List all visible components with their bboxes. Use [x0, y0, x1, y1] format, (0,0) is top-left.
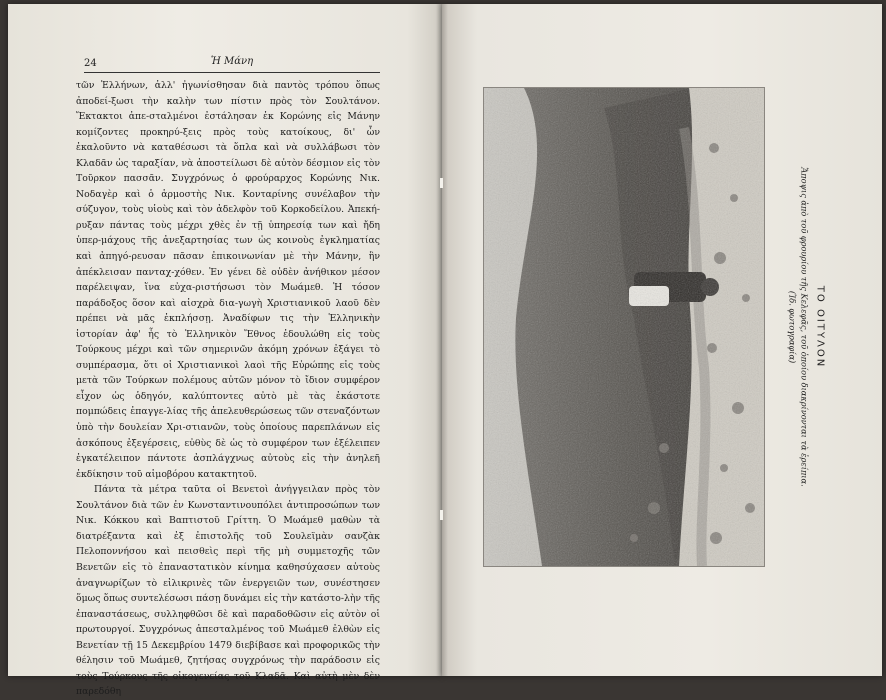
page-header — [84, 56, 380, 73]
running-head: Ἡ Μάνη — [210, 56, 254, 67]
binding-stitch — [440, 178, 443, 188]
paragraph: τῶν Ἑλλήνων, ἀλλ' ἠγωνίσθησαν διὰ παντὸς τρόπου ὅπως ἀποδεί-ξωσι τὴν καλὴν των πίστιν πρὸς τὸν Σουλτάνον. Ἔκτακτοι ἀπε-σταλμένοι ἐστάλησαν ἐκ Κορώνης εἰς Μάνην κομίζοντες προκηρύ-ξεις πρὸς τοὺς κατοίκους, δι' ὧν ἐκαλοῦντο νὰ καταθέσωσι τὰ ὅπλα καὶ νὰ συλλάβωσι τὸν Κλαδᾶν ὡς ταραξίαν, νὰ ἀποστείλωσι δὲ αὐτὸν δέσμιον εἰς τὸν Τοῦρκον πασσᾶν. Συγχρόνως ὁ φρούραρχος Κορώνης Νικ. Νοδαγὲρ καὶ ὁ ἁρμοστὴς Νικ. Κονταρίνης συνέλαβον τὴν σύζυγον, τοὺς υἱοὺς καὶ τὸν ἀδελφὸν τοῦ Κορκοδείλου. Ἀπεκή-ρυξαν πάντας τοὺς μέχρι χθὲς ἐν τῇ ὑπηρεσίᾳ των καὶ ἤδη ὑπερ-μάχους τῆς ἀνεξαρτησίας των ὡς κοινοὺς ἐγκληματίας καὶ ἀπηγό-ρευσαν πᾶσαν ἐπικοινωνίαν μὲ τὴν Μάνην, ἣν ἀπέκλεισαν πανταχ-χόθεν. Ἐν γένει δὲ οὐδὲν ἀνήθικον μέσον παρέλειψαν, ἵνα εὐχα-ριστήσωσι τὸν Μωάμεθ. Ἡ τόσον παράδοξος ὅσον καὶ αἰσχρὰ δια-γωγὴ Χριστιανικοῦ λαοῦ δὲν πρέπει νὰ μᾶς ἐκπλήσσῃ. Ἀναδίφων τις τὴν Ἑλληνικὴν ἱστορίαν ἀφ' ἧς τὸ Ἑλληνικὸν Ἔθνος ἐδουλώθη εἰς τοὺς Τούρκους μέχρι καὶ τῶν σημερινῶν ἀκόμη χρόνων ἐξάγει τὸ συμπέρασμα, ὅτι οἱ Χριστιανικοὶ λαοὶ τῆς Εὐρώπης εἰς τοὺς μετὰ τῶν Τούρκων πολέμους αὐτῶν μόνον τὸ ἴδιον συμφέρον εἶχον ὡς ὁδηγόν, καλύπτοντες αὐτὸ μὲ τὰς ἑκάστοτε πομπώδεις ἐπαγγε-λίας τῆς ἀπελευθερώσεως τῶν στεναζόντων ὑπὸ τὴν δουλείαν Χρι-στιανῶν, τοὺς ὁποίους παρεπλάνων εἰς ἀσκόπους ἐξεγέρσεις, εὐθὺς δὲ ὡς τὸ συμφέρον των ἐξέλειπεν ἐγκατέλειπον πάντοτε ἀσπλάγχνως αὐτοὺς εἰς τὴν ἀνηλεῆ ἐκδίκησιν τοῦ αἱμοβόρου κατακτητοῦ. — [76, 80, 380, 480]
caption-title: ΤΟ ΟΙΤΥΛΟΝ — [814, 285, 826, 369]
body-text — [76, 78, 380, 700]
caption-subtitle: Ἄποψις ἀπὸ τοῦ φρουρίου τῆς Κελεφᾶς, τοῦ ὁποίου διακρίνονται τὰ ἐρείπια. — [799, 167, 810, 487]
caption-note: (Ἰδ. φωτογραφία) — [787, 290, 798, 364]
landscape-photo — [484, 88, 764, 566]
binding-stitch — [440, 510, 443, 520]
photo-caption — [786, 88, 826, 566]
photo-image — [484, 88, 764, 566]
page-number: 24 — [84, 58, 97, 69]
paragraph: Πάντα τὰ μέτρα ταῦτα οἱ Βενετοὶ ἀνήγγειλαν πρὸς τὸν Σουλτάνον διὰ τῶν ἐν Κωνσταντινουπόλει ἀντιπροσώπων των Νικ. Κόκκου καὶ Βαπτιστοῦ Γρίττη. Ὁ Μωάμεθ μαθὼν τὰ διατρέξαντα καὶ ἐξ ἐπιστολῆς τοῦ Σουλεϊμὰν σανζὰκ Πελοποννήσου καὶ πεισθεὶς περὶ τῆς μὴ συμμετοχῆς τῶν Βενετῶν εἰς τὸ ἐπαναστατικὸν κίνημα καθησύχασεν αὐτοὺς ἀναγνωρίζων τὸ εἰλικρινὲς τῶν ἐνεργειῶν των, συνέστησεν ὅμως ὅπως συντελέσωσι πάσῃ δυνάμει εἰς τὴν κατάστο-λὴν τῆς ἐπαναστάσεως, συλληφθῶσι δὲ καὶ παραδοθῶσιν εἰς αὐτὸν οἱ πρωτουργοί. Συγχρόνως ἀπεσταλμένος τοῦ Μωάμεθ ἐλθὼν εἰς Βενετίαν τῇ 15 Δεκεμβρίου 1479 διεβίβασε καὶ προφορικῶς τὴν θέλησιν τοῦ Μωάμεθ, ζητήσας συγχρόνως τὴν παράδοσιν εἰς τοὺς Τούρκους τῆς οἰκογενείας τοῦ Κλαδᾶ. Καὶ αὐτὴ μὲν δὲν παρεδόθη — [76, 484, 380, 698]
book-spine — [436, 4, 448, 676]
